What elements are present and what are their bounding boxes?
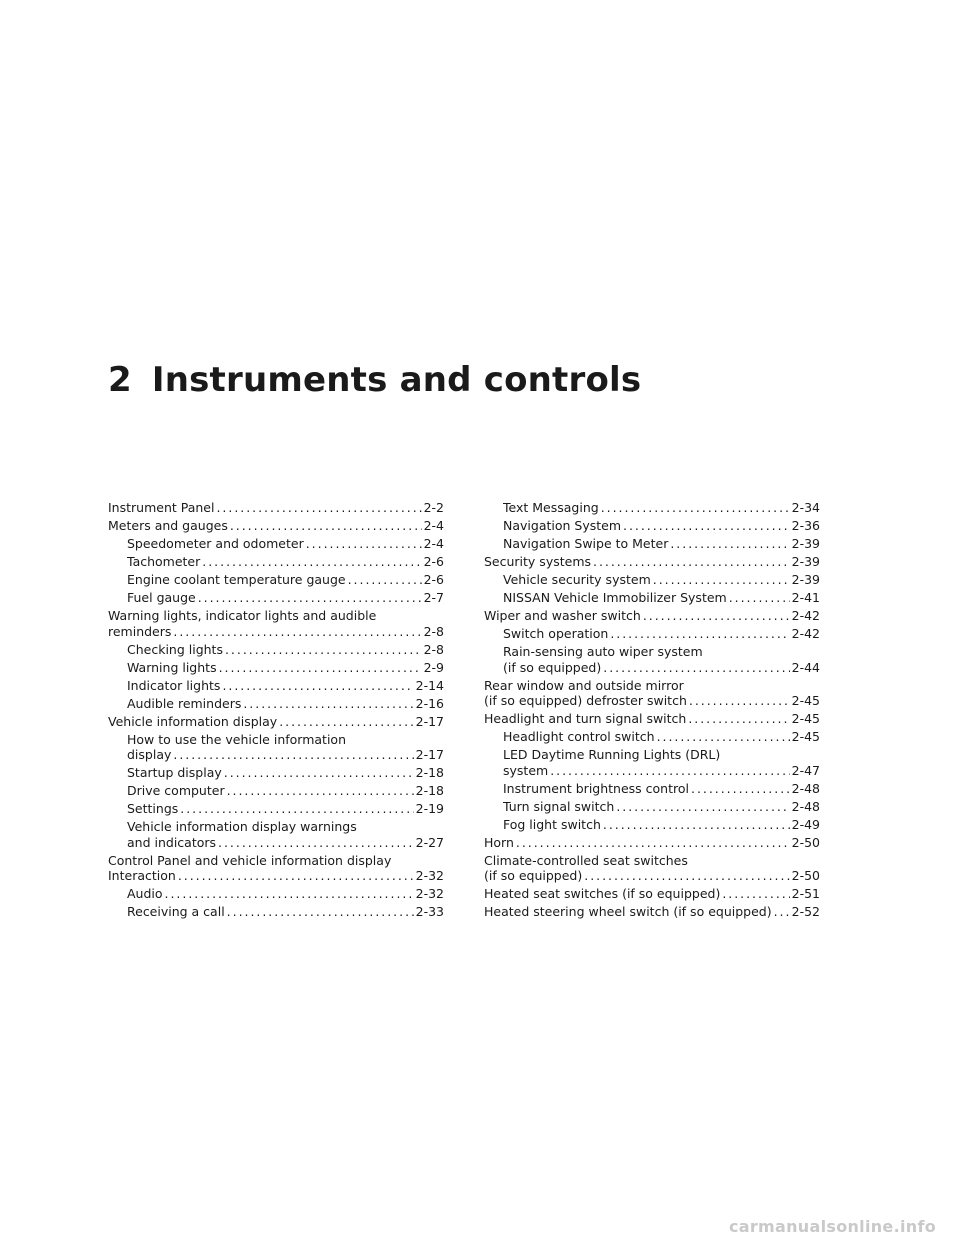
toc-page-number: 2-14 — [415, 677, 444, 693]
toc-entry[interactable] — [108, 819, 444, 850]
toc-entry[interactable] — [108, 536, 444, 552]
toc-entry-title: Receiving a call — [127, 904, 225, 919]
toc-entry[interactable] — [484, 747, 820, 778]
toc-entry[interactable] — [108, 801, 444, 817]
toc-entry[interactable] — [484, 590, 820, 606]
toc-entry-title: display — [127, 747, 172, 762]
dot-leader — [171, 624, 421, 640]
toc-entry-title: Fog light switch — [503, 816, 601, 832]
toc-page-number: 2-16 — [415, 695, 444, 711]
dot-leader — [200, 554, 421, 570]
dot-leader — [614, 799, 789, 815]
toc-entry-title: Indicator lights — [127, 677, 221, 693]
dot-leader — [228, 518, 422, 534]
toc-entry-title: Heated seat switches (if so equipped) — [484, 886, 721, 901]
dot-leader — [222, 765, 414, 781]
toc-page-number: 2-50 — [791, 834, 820, 850]
toc-page-number: 2-32 — [415, 886, 444, 901]
dot-leader — [601, 817, 790, 833]
toc-entry-title: Speedometer and odometer — [127, 536, 304, 551]
toc-entry-title: Instrument brightness control — [503, 780, 689, 796]
toc-entry[interactable] — [484, 886, 820, 902]
dot-leader — [655, 729, 790, 745]
toc-entry-title: Interaction — [108, 868, 176, 883]
toc-entry-title: reminders — [108, 623, 172, 639]
dot-leader — [178, 801, 413, 817]
toc-entry-title: Navigation Swipe to Meter — [503, 536, 669, 551]
toc-entry[interactable] — [108, 783, 444, 799]
toc-page-number: 2-42 — [791, 626, 820, 641]
toc-entry-title: (if so equipped) defroster switch — [484, 693, 687, 708]
toc-entry[interactable] — [484, 518, 820, 534]
toc-page-number: 2-47 — [791, 762, 820, 778]
dot-leader — [641, 608, 790, 624]
toc-entry[interactable] — [484, 536, 820, 552]
toc-entry-title: NISSAN Vehicle Immobilizer System — [503, 590, 727, 605]
dot-leader — [216, 835, 414, 851]
dot-leader — [621, 518, 790, 534]
toc-page-number: 2-50 — [791, 868, 820, 883]
dot-leader — [223, 642, 422, 658]
toc-entry[interactable] — [108, 500, 444, 516]
toc-entry-title: Audible reminders — [127, 695, 242, 711]
toc-page-number: 2-41 — [791, 590, 820, 605]
toc-page-number: 2-44 — [791, 659, 820, 675]
toc-page-number: 2-32 — [415, 868, 444, 883]
dot-leader — [176, 868, 414, 884]
toc-entry-title: Climate-controlled seat switches — [484, 852, 688, 868]
toc-entry[interactable] — [108, 853, 444, 884]
chapter-title: Instruments and controls — [151, 360, 642, 400]
toc-page-number: 2-36 — [791, 518, 820, 533]
toc-entry[interactable] — [484, 799, 820, 815]
toc-page-number: 2-39 — [791, 572, 820, 587]
toc-entry-title: Horn — [484, 834, 514, 850]
toc-entry-title: (if so equipped) — [484, 868, 583, 883]
toc-page-number: 2-8 — [423, 623, 444, 639]
toc-page-number: 2-45 — [791, 729, 820, 744]
toc-page-number: 2-39 — [791, 536, 820, 551]
toc-entry[interactable] — [108, 590, 444, 606]
toc-entry-title: Warning lights — [127, 659, 217, 675]
toc-entry[interactable] — [484, 572, 820, 588]
toc-page-number: 2-45 — [791, 693, 820, 708]
dot-leader — [225, 904, 414, 920]
toc-entry-title: Headlight and turn signal switch — [484, 711, 687, 726]
toc-entry-title: Warning lights, indicator lights and audible — [108, 608, 377, 623]
toc-entry-title: Vehicle information display warnings — [127, 819, 357, 834]
dot-leader — [687, 693, 790, 709]
toc-page-number: 2-7 — [423, 590, 444, 605]
toc-entry[interactable] — [108, 732, 444, 763]
toc-page-number: 2-45 — [791, 711, 820, 726]
toc-entry[interactable] — [108, 660, 444, 676]
dot-leader — [171, 747, 413, 763]
toc-page-number: 2-4 — [423, 518, 444, 533]
toc-entry-title: Rain-sensing auto wiper system — [503, 644, 703, 659]
toc-page-number: 2-9 — [423, 659, 444, 675]
toc-entry[interactable] — [108, 572, 444, 588]
dot-leader — [196, 590, 422, 606]
toc-entry[interactable] — [484, 904, 820, 920]
toc-entry-title: Wiper and washer switch — [484, 608, 641, 623]
toc-entry[interactable] — [484, 608, 820, 624]
toc-entry[interactable] — [484, 626, 820, 642]
dot-leader — [689, 781, 790, 797]
toc-entry-title: Vehicle security system — [503, 572, 651, 587]
dot-leader — [241, 696, 413, 712]
toc-entry-title: Turn signal switch — [503, 798, 615, 814]
toc-entry[interactable] — [108, 608, 444, 639]
toc-entry[interactable] — [484, 781, 820, 797]
toc-right-column — [484, 500, 820, 922]
toc-page-number: 2-17 — [415, 747, 444, 762]
toc-entry[interactable] — [484, 835, 820, 851]
dot-leader — [727, 590, 790, 606]
toc-entry[interactable] — [108, 904, 444, 920]
toc-page-number: 2-39 — [791, 554, 820, 569]
dot-leader — [668, 536, 789, 552]
toc-entry[interactable] — [484, 817, 820, 833]
toc-entry[interactable] — [484, 500, 820, 516]
toc-page-number: 2-42 — [791, 608, 820, 623]
toc-entry-title: Settings — [127, 801, 179, 816]
toc-entry-title: Checking lights — [127, 641, 223, 657]
toc-entry-title: Control Panel and vehicle information display — [108, 852, 392, 868]
toc-entry-title: Engine coolant temperature gauge — [127, 572, 346, 587]
toc-entry[interactable] — [484, 729, 820, 745]
dot-leader — [720, 886, 789, 902]
toc-entry-title: Text Messaging — [503, 500, 599, 515]
toc-page-number: 2-18 — [415, 783, 444, 798]
toc-entry[interactable] — [108, 714, 444, 730]
toc-entry[interactable] — [108, 765, 444, 781]
dot-leader — [582, 868, 789, 884]
toc-entry-title: Security systems — [484, 554, 592, 569]
dot-leader — [277, 714, 413, 730]
toc-entry-title: system — [503, 762, 549, 778]
toc-entry-title: Navigation System — [503, 518, 622, 533]
dot-leader — [548, 763, 789, 779]
toc-entry-title: How to use the vehicle information — [127, 731, 346, 747]
dot-leader — [686, 711, 789, 727]
watermark: carmanualsonline.info — [728, 1217, 936, 1236]
toc-left-column — [108, 500, 444, 922]
toc-page-number: 2-17 — [415, 713, 444, 729]
chapter-number: 2 — [108, 360, 132, 400]
toc-entry-title: and indicators — [127, 834, 217, 850]
toc-page-number: 2-18 — [415, 765, 444, 780]
toc-page-number: 2-52 — [791, 904, 820, 919]
toc-entry[interactable] — [108, 554, 444, 570]
toc-entry[interactable] — [108, 678, 444, 694]
dot-leader — [514, 835, 790, 851]
toc-entry-title: Vehicle information display — [108, 713, 278, 729]
toc-page-number: 2-48 — [791, 780, 820, 796]
toc-entry-title: Heated steering wheel switch (if so equipped) — [484, 904, 772, 919]
toc-entry[interactable] — [108, 886, 444, 902]
dot-leader — [163, 886, 414, 902]
toc-entry-title: Fuel gauge — [127, 590, 196, 605]
dot-leader — [591, 554, 790, 570]
dot-leader — [651, 572, 790, 588]
toc-page-number: 2-2 — [423, 500, 444, 515]
toc-page-number: 2-34 — [791, 500, 820, 515]
toc-entry-title: Drive computer — [127, 783, 225, 798]
dot-leader — [214, 500, 421, 516]
toc-page-number: 2-4 — [423, 536, 444, 551]
toc-page-number: 2-8 — [423, 641, 444, 657]
toc-entry[interactable] — [108, 696, 444, 712]
toc-page-number: 2-48 — [791, 798, 820, 814]
toc-page-number: 2-27 — [415, 834, 444, 850]
toc-entry-title: Switch operation — [503, 626, 609, 641]
dot-leader — [599, 500, 790, 516]
toc-entry-title: Headlight control switch — [503, 729, 655, 744]
toc-page-number: 2-19 — [415, 801, 444, 816]
toc-entry[interactable] — [484, 554, 820, 570]
dot-leader — [225, 783, 414, 799]
dot-leader — [346, 572, 422, 588]
toc-entry-title: Startup display — [127, 765, 222, 780]
toc-entry[interactable] — [484, 678, 820, 709]
toc-entry-title: Instrument Panel — [108, 500, 215, 515]
toc-entry-title: Rear window and outside mirror — [484, 677, 684, 693]
toc-entry[interactable] — [108, 642, 444, 658]
toc-entry[interactable] — [484, 644, 820, 675]
dot-leader — [608, 626, 789, 642]
dot-leader — [304, 536, 422, 552]
toc-entry[interactable] — [484, 711, 820, 727]
toc-page-number: 2-6 — [423, 572, 444, 587]
toc-entry-title: LED Daytime Running Lights (DRL) — [503, 747, 721, 762]
dot-leader — [217, 660, 422, 676]
dot-leader — [601, 660, 789, 676]
chapter-heading — [108, 360, 641, 400]
toc-entry-title: Audio — [127, 886, 163, 901]
toc-entry[interactable] — [108, 518, 444, 534]
toc-page-number: 2-33 — [415, 904, 444, 919]
toc-entry-title: (if so equipped) — [503, 659, 602, 675]
toc-page-number: 2-49 — [791, 816, 820, 832]
toc-page-number: 2-6 — [423, 554, 444, 569]
toc-entry[interactable] — [484, 853, 820, 884]
dot-leader — [772, 904, 790, 920]
toc-page-number: 2-51 — [791, 886, 820, 901]
dot-leader — [220, 678, 413, 694]
toc-entry-title: Tachometer — [127, 554, 201, 569]
toc-entry-title: Meters and gauges — [108, 518, 228, 533]
